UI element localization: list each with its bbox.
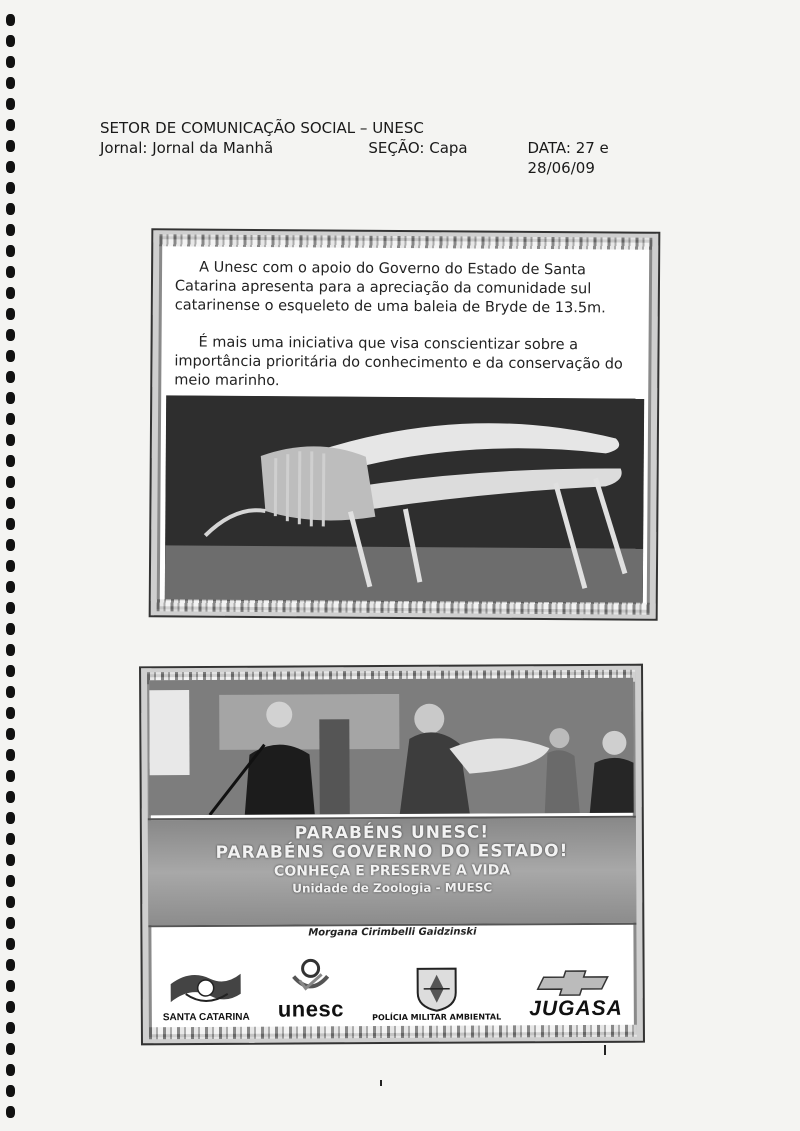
banner-line-4: Unidade de Zoologia - MUESC — [292, 880, 493, 896]
logo-policia-label: POLÍCIA MILITAR AMBIENTAL — [372, 1012, 502, 1023]
clipping-text — [174, 258, 635, 411]
binding-ring — [6, 476, 15, 488]
binding-ring — [6, 203, 15, 215]
document-header — [100, 118, 680, 178]
binding-ring — [6, 707, 15, 719]
binding-ring — [6, 455, 15, 467]
binding-ring — [6, 581, 15, 593]
binding-ring — [6, 182, 15, 194]
binding-ring — [6, 686, 15, 698]
logo-policia-militar-ambiental — [372, 964, 501, 1022]
author-name: Morgana Cirimbelli Gaidzinski — [308, 926, 477, 939]
header-data: DATA: 27 e 28/06/09 — [527, 139, 609, 177]
binding-ring — [6, 371, 15, 383]
binding-ring — [6, 14, 15, 26]
clipping-paragraph-2: É mais uma iniciativa que visa conscientizar sobre a importância prioritária do conhecimento e da conservação do meio marinho. — [174, 334, 623, 390]
torn-edge-top — [159, 234, 652, 249]
binding-ring — [6, 917, 15, 929]
binding-ring — [6, 539, 15, 551]
binding-ring — [6, 560, 15, 572]
header-meta-row — [100, 138, 680, 178]
chevrolet-bowtie-icon — [536, 967, 616, 997]
binding-ring — [6, 287, 15, 299]
header-secao: SEÇÃO: Capa — [368, 139, 468, 157]
binding-ring — [6, 56, 15, 68]
binding-ring — [6, 1106, 15, 1118]
unesc-emblem-icon — [286, 954, 336, 996]
binding-ring — [6, 749, 15, 761]
binding-ring — [6, 161, 15, 173]
logo-unesc — [278, 954, 344, 1022]
binding-ring — [6, 770, 15, 782]
torn-edge-bottom — [157, 599, 650, 614]
congratulations-banner — [148, 816, 637, 928]
clipping-event — [139, 664, 645, 1046]
torn-edge-bottom — [149, 1025, 637, 1040]
logo-unesc-label: unesc — [277, 996, 344, 1022]
binding-ring — [6, 350, 15, 362]
binding-ring — [6, 518, 15, 530]
header-title: SETOR DE COMUNICAÇÃO SOCIAL – UNESC — [100, 119, 424, 137]
binding-ring — [6, 77, 15, 89]
logo-santa-catarina-label: SANTA CATARINA — [162, 1011, 250, 1024]
binding-ring — [6, 791, 15, 803]
binding-ring — [6, 833, 15, 845]
binding-ring — [6, 35, 15, 47]
binding-ring — [6, 497, 15, 509]
binding-ring — [6, 119, 15, 131]
binding-ring — [6, 812, 15, 824]
binding-ring — [6, 665, 15, 677]
event-photo — [149, 678, 634, 816]
binding-ring — [6, 266, 15, 278]
binding-ring — [6, 98, 15, 110]
binding-ring — [6, 329, 15, 341]
binding-ring — [6, 1001, 15, 1013]
binding-ring — [6, 245, 15, 257]
banner-line-1: PARABÉNS UNESC! — [294, 822, 490, 844]
spiral-binding — [0, 0, 22, 1131]
binding-ring — [6, 896, 15, 908]
binding-ring — [6, 959, 15, 971]
header-jornal: Jornal: Jornal da Manhã — [100, 139, 274, 157]
clipping-whale-skeleton — [149, 228, 661, 621]
whale-skeleton-image — [165, 395, 644, 603]
binding-ring — [6, 728, 15, 740]
binding-ring — [6, 392, 15, 404]
binding-ring — [6, 875, 15, 887]
binding-ring — [6, 308, 15, 320]
banner-line-3: CONHEÇA E PRESERVE A VIDA — [273, 862, 511, 880]
logo-jugasa — [529, 967, 623, 1021]
binding-ring — [6, 140, 15, 152]
event-scene-image — [149, 678, 634, 816]
binding-ring — [6, 854, 15, 866]
binding-ring — [6, 434, 15, 446]
binding-ring — [6, 644, 15, 656]
binding-ring — [6, 623, 15, 635]
whale-skeleton-photo — [165, 395, 644, 603]
binding-ring — [6, 980, 15, 992]
binding-ring — [6, 1043, 15, 1055]
santa-catarina-flag-icon — [166, 964, 246, 1012]
binding-ring — [6, 413, 15, 425]
stray-mark — [380, 1080, 382, 1086]
binding-ring — [6, 938, 15, 950]
binding-ring — [6, 602, 15, 614]
binding-ring — [6, 224, 15, 236]
binding-ring — [6, 1022, 15, 1034]
logo-santa-catarina — [163, 964, 250, 1023]
sponsor-logos — [162, 941, 622, 1023]
police-shield-icon — [413, 965, 459, 1013]
clipping-paragraph-1: A Unesc com o apoio do Governo do Estado de Santa Catarina apresenta para a apreciação da comunidade sul catarinense o esqueleto de uma baleia de Bryde de 13.5m. — [174, 259, 606, 317]
logo-jugasa-label: JUGASA — [529, 996, 623, 1021]
binding-ring — [6, 1064, 15, 1076]
binding-ring — [6, 1085, 15, 1097]
banner-line-2: PARABÉNS GOVERNO DO ESTADO! — [215, 841, 569, 863]
stray-mark — [604, 1045, 606, 1055]
